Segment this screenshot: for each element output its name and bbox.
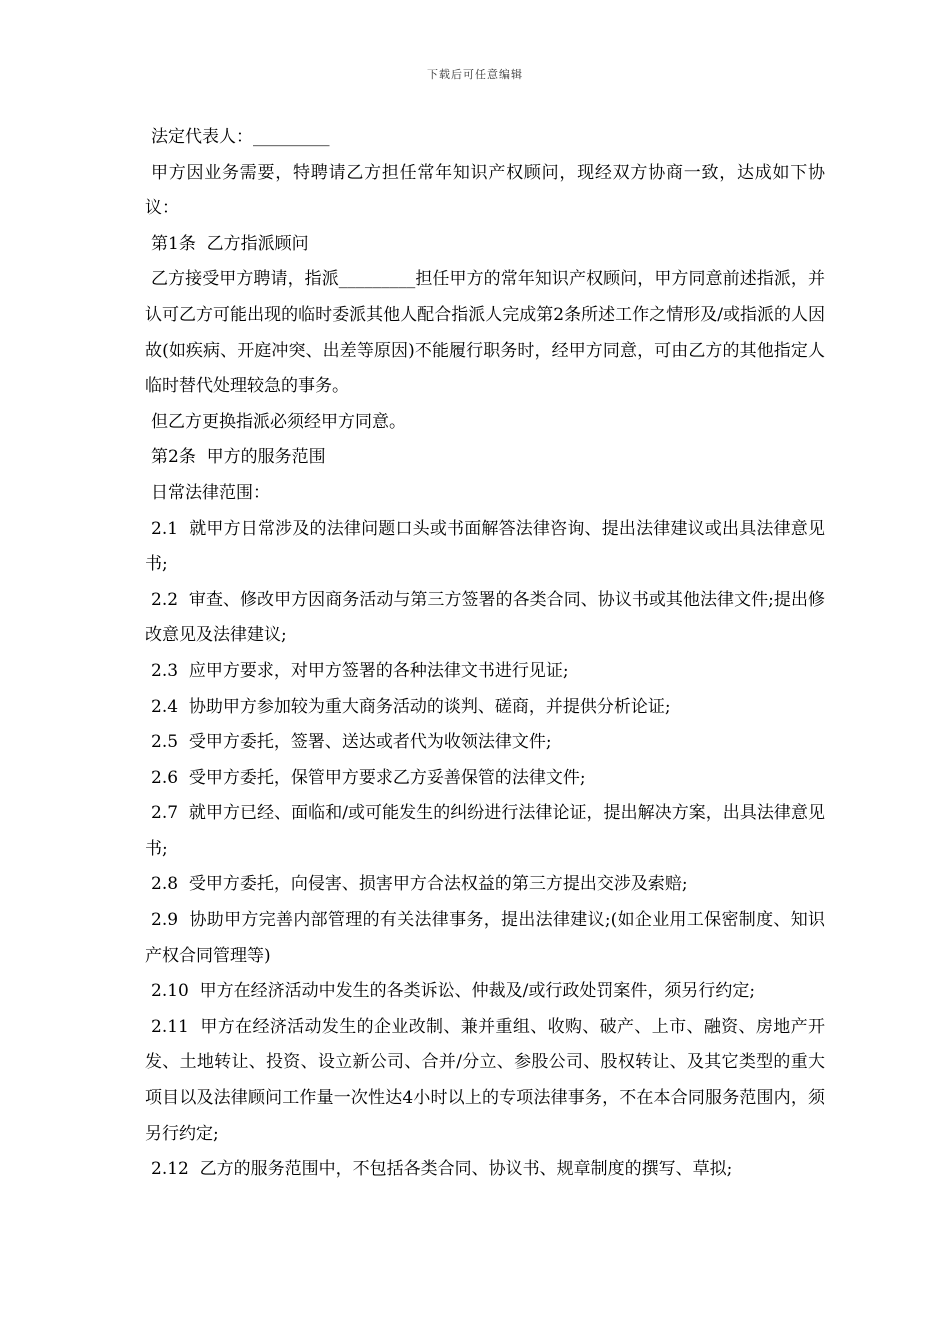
- clause-2-7: 2.7 就甲方已经、面临和/或可能发生的纠纷进行法律论证，提出解决方案，出具法律意见书;: [145, 803, 825, 859]
- clause-2-5: 2.5 受甲方委托，签署、送达或者代为收领法律文件;: [151, 732, 552, 753]
- document-body: [145, 120, 825, 1188]
- article-1-note: 但乙方更换指派必须经甲方同意。: [151, 411, 406, 432]
- article-2-heading: 第2条 甲方的服务范围: [151, 447, 326, 468]
- clause-2-1: 2.1 就甲方日常涉及的法律问题口头或书面解答法律咨询、提出法律建议或出具法律意见书;: [145, 518, 825, 575]
- clause-2-8: 2.8 受甲方委托，向侵害、损害甲方合法权益的第三方提出交涉及索赔;: [151, 874, 688, 895]
- article-1-heading: 第1条 乙方指派顾问: [151, 233, 309, 254]
- daily-legal-scope-label: 日常法律范围：: [151, 482, 270, 503]
- legal-representative-line: 法定代表人：_________: [151, 127, 330, 147]
- clause-2-10: 2.10 甲方在经济活动中发生的各类诉讼、仲裁及/或行政处罚案件，须另行约定;: [151, 981, 756, 1002]
- clause-2-12: 2.12 乙方的服务范围中，不包括各类合同、协议书、规章制度的撰写、草拟;: [151, 1159, 733, 1180]
- clause-2-9: 2.9 协助甲方完善内部管理的有关法律事务，提出法律建议;(如企业用工保密制度、知识产权合同管理等): [145, 910, 825, 966]
- clause-2-6: 2.6 受甲方委托，保管甲方要求乙方妥善保管的法律文件;: [151, 767, 586, 788]
- intro-paragraph: 甲方因业务需要，特聘请乙方担任常年知识产权顾问，现经双方协商一致，达成如下协议：: [145, 162, 825, 219]
- page-header: 下载后可任意编辑: [427, 68, 523, 81]
- clause-2-2: 2.2 审查、修改甲方因商务活动与第三方签署的各类合同、协议书或其他法律文件;提出修改意见及法律建议;: [145, 589, 825, 646]
- clause-2-11: 2.11 甲方在经济活动发生的企业改制、兼并重组、收购、破产、上市、融资、房地产开发、土地转让、投资、设立新公司、合并/分立、参股公司、股权转让、及其它类型的重大项目以及法律顾问工作量一次性达4小时以上的专项法律事务，不在本合同服务范围内，须另行约定;: [145, 1016, 825, 1144]
- clause-2-3: 2.3 应甲方要求，对甲方签署的各种法律文书进行见证;: [151, 660, 569, 681]
- clause-2-4: 2.4 协助甲方参加较为重大商务活动的谈判、磋商，并提供分析论证;: [151, 696, 671, 717]
- article-1-body: 乙方接受甲方聘请，指派_________担任甲方的常年知识产权顾问，甲方同意前述指派，并认可乙方可能出现的临时委派其他人配合指派人完成第2条所述工作之情形及/或指派的人因故(如疾病、开庭冲突、出差等原因)不能履行职务时，经甲方同意，可由乙方的其他指定人临时替代处理较急的事务。: [145, 269, 825, 397]
